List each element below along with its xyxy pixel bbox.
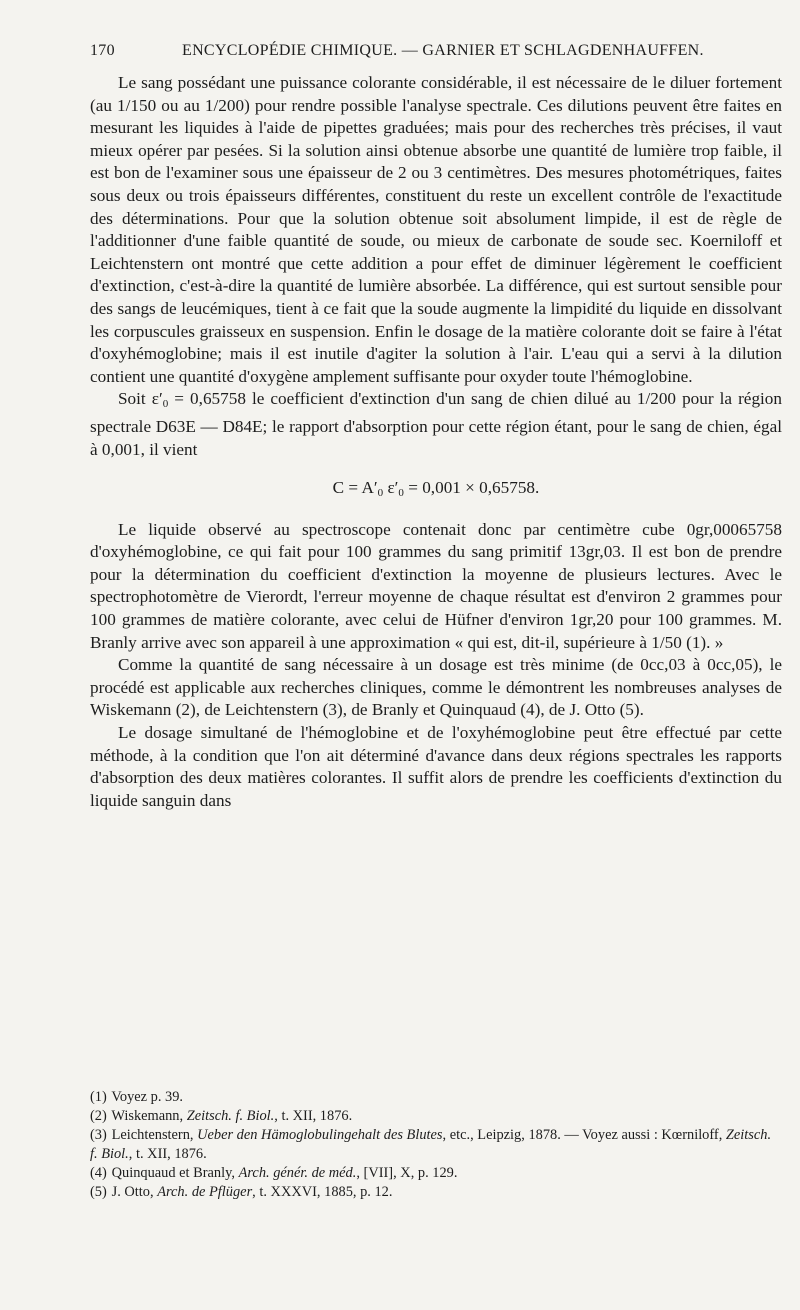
footnote-ref: , t. XXXVI, 1885, p. 12. <box>252 1184 393 1200</box>
p2-lead: Soit ε <box>118 389 159 409</box>
footnote-3 <box>90 1126 782 1164</box>
formula-eps: ε <box>383 478 395 498</box>
formula-rhs: = 0,001 × 0,65758. <box>403 478 540 498</box>
paragraph-5: Le dosage simultané de l'hémoglobine et de l'oxyhémoglobine peut être effectué par cette méthode, à la condition que l'on ait déterminé d'avance dans deux régions spectrales les rapports d'absorption des deux matières colorantes. Il suffit alors de prendre les coefficients d'extinction du liquide sanguin dans <box>90 723 782 810</box>
footnote-journal: Zeitsch. f. Biol. <box>90 1127 772 1162</box>
footnote-text: Voyez p. 39. <box>111 1089 184 1105</box>
footnote-author: Quinquaud et Branly, <box>111 1165 239 1181</box>
footnote-5 <box>90 1183 782 1202</box>
footnote-4 <box>90 1164 782 1183</box>
footnote-2 <box>90 1107 782 1126</box>
paragraph-4: Comme la quantité de sang nécessaire à un dosage est très minime (de 0cc,03 à 0cc,05), le procédé est applicable aux recherches cliniques, comme le démontrent les nombreuses analyses de Wiskemann (2), de Leichtenstern (3), de Branly et Quinquaud (4), de J. Otto (5). <box>90 655 782 720</box>
paragraph-3: Le liquide observé au spectroscope contenait donc par centimètre cube 0gr,00065758 d'oxyhémoglobine, ce qui fait pour 100 grammes du sang primitif 13gr,03. Il est bon de prendre pour la détermination du coefficient d'extinction la moyenne de plusieurs lectures. Avec le spectrophotomètre de Vierordt, l'erreur moyenne de chaque résultat est d'environ 2 grammes pour 100 grammes de matière colorante, avec celui de Hüfner d'environ 1gr,20 pour 100 grammes. M. Branly arrive avec son appareil à une approximation « qui est, dit-il, supérieure à 1/50 (1). » <box>90 519 782 652</box>
footnote-title: Ueber den Hämoglobulingehalt des Blutes <box>197 1127 443 1143</box>
formula-lhs: C = A <box>332 478 374 498</box>
footnote-ref-2: , t. XII, 1876. <box>128 1146 207 1162</box>
footnote-1 <box>90 1088 782 1107</box>
running-header <box>90 42 760 60</box>
formula <box>90 477 782 505</box>
footnote-journal: Arch. génér. de méd. <box>238 1165 357 1181</box>
formula-a-sub: 0 <box>377 487 384 500</box>
footnote-ref: , etc., Leipzig, 1878. — Voyez aussi : Kœrniloff, <box>442 1127 726 1143</box>
epsilon-prime: ′ <box>158 389 163 409</box>
footnote-number: (1) <box>90 1089 107 1105</box>
footnote-author: Leichtenstern, <box>111 1127 198 1143</box>
footnote-author: J. Otto, <box>111 1184 158 1200</box>
footnote-journal: Zeitsch. f. Biol. <box>186 1108 275 1124</box>
running-title: ENCYCLOPÉDIE CHIMIQUE. — GARNIER ET SCHLAGDENHAUFFEN. <box>182 42 704 59</box>
paragraph-1: Le sang possédant une puissance colorante considérable, il est nécessaire de le diluer fortement (au 1/150 ou au 1/200) pour rendre possible l'analyse spectrale. Ces dilutions peuvent être faites en mesurant les liquides à l'aide de pipettes graduées; mais pour des recherches très précises, il vaut mieux opérer par pesées. Si la solution ainsi obtenue absorbe une quantité de lumière trop faible, il est bon de l'examiner sous une épaisseur de 2 ou 3 centimètres. Des mesures photométriques, faites sous deux ou trois épaisseurs différentes, constituent du reste un excellent contrôle de l'exactitude des déterminations. Pour que la solution obtenue soit absolument limpide, il est de règle de l'additionner d'une faible quantité de soude, ou mieux de carbonate de soude sec. Koerniloff et Leichtenstern ont montré que cette addition a pour effet de diminuer légèrement le coefficient d'extinction, c'est-à-dire la quantité de lumière absorbée. La différence, qui est surtout sensible pour des sangs de leucémiques, tient à ce fait que la soude augmente la limpidité du liquide en dissolvant les corpuscules graisseux en suspension. Enfin le dosage de la matière colorante doit se faire à l'état d'oxyhémoglobine; mais il est inutile d'agiter la solution à l'air. L'eau qui a servi à la dilution contient une quantité d'oxygène amplement suffisante pour oxyder toute l'hémoglobine. <box>90 73 782 386</box>
formula-eps-sub: 0 <box>398 487 404 500</box>
formula-eps-prime: ′ <box>394 478 399 498</box>
p2-rest: = 0,65758 le coefficient d'extinction d'un sang de chien dilué au 1/200 pour la région spectrale D63E — D84E; le rapport d'absorption pour cette région étant, pour le sang de chien, égal à 0,001, il vient <box>90 389 782 459</box>
formula-a-prime: ′ <box>373 478 378 498</box>
epsilon-sub: 0 <box>162 398 169 411</box>
paragraph-2 <box>90 388 782 461</box>
footnote-ref: , t. XII, 1876. <box>274 1108 353 1124</box>
body-text <box>90 72 782 812</box>
footnote-number: (3) <box>90 1127 107 1143</box>
footnote-number: (4) <box>90 1165 107 1181</box>
footnote-number: (2) <box>90 1108 107 1124</box>
footnote-ref: , [VII], X, p. 129. <box>356 1165 458 1181</box>
footnotes <box>90 1088 782 1202</box>
page-number: 170 <box>90 42 115 59</box>
footnote-number: (5) <box>90 1184 107 1200</box>
footnote-journal: Arch. de Pflüger <box>157 1184 253 1200</box>
footnote-author: Wiskemann, <box>111 1108 187 1124</box>
